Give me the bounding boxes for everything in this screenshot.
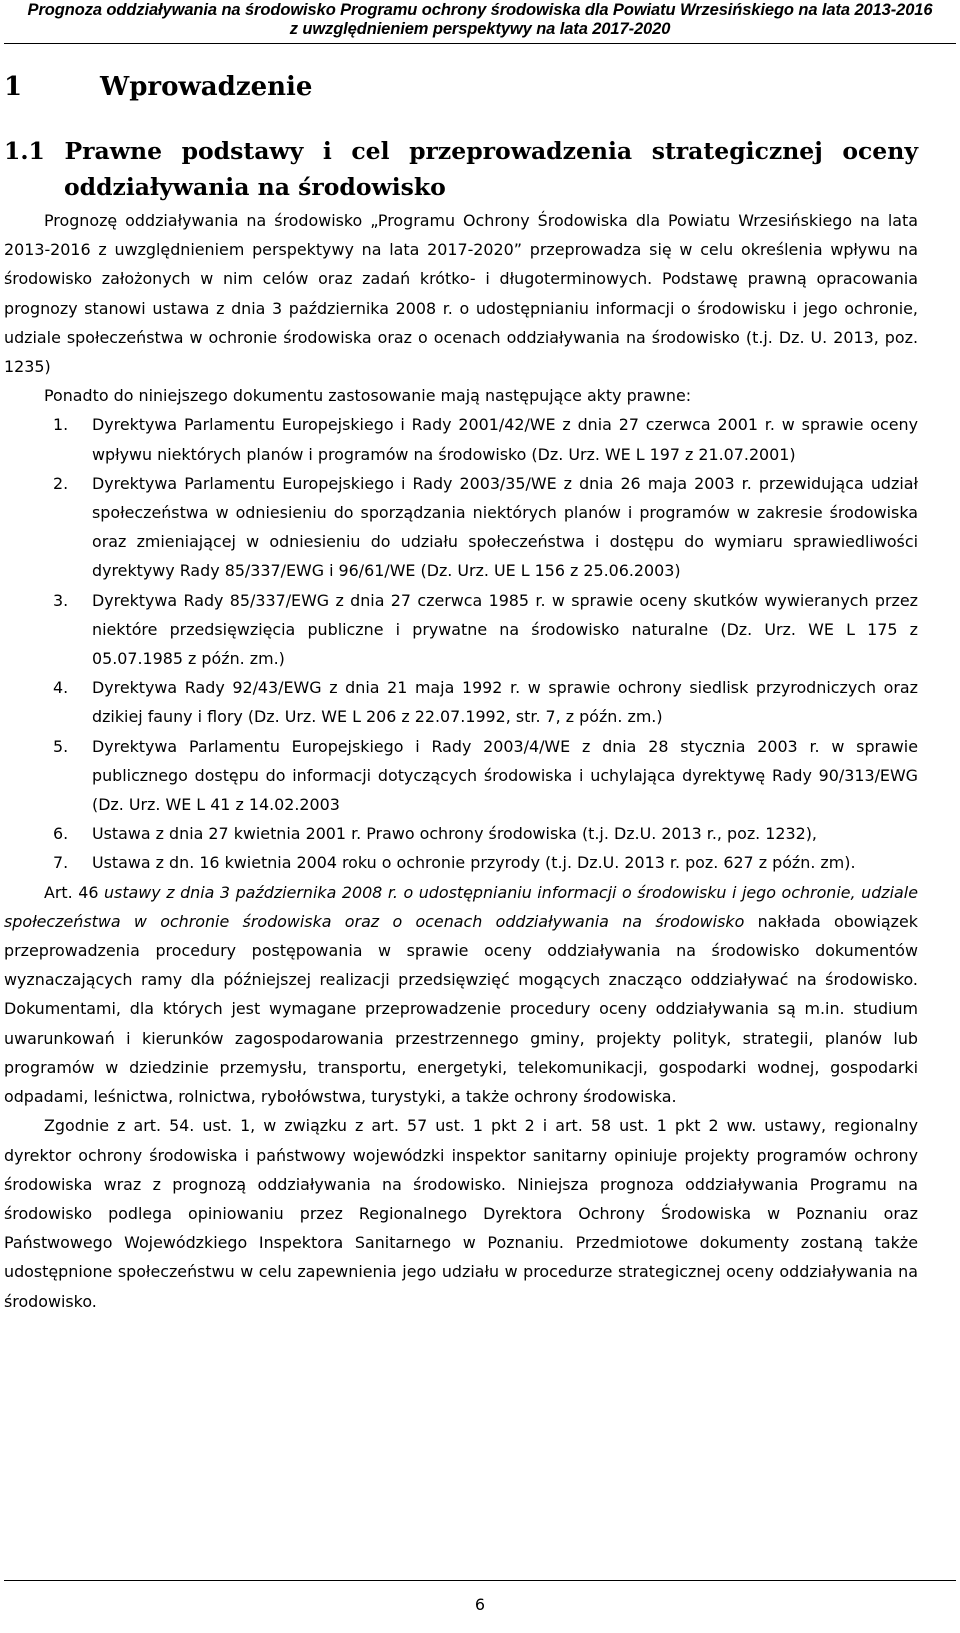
list-item [4, 469, 918, 586]
list-item-text: Ustawa z dnia 27 kwietnia 2001 r. Prawo ochrony środowiska (t.j. Dz.U. 2013 r., poz. 1232), [92, 824, 817, 844]
section-heading [4, 133, 918, 205]
section-title-line-2: oddziaływania na środowisko [64, 173, 446, 201]
list-item-number: 2. [53, 473, 69, 493]
document-body [4, 206, 918, 1316]
list-item-text: Dyrektywa Parlamentu Europejskiego i Rady 2003/35/WE z dnia 26 maja 2003 r. przewidująca udział społeczeństwa w odniesieniu do sporządzania niektórych planów i programów w zakresie środowiska oraz zmieniającej w odniesieniu do udziału społeczeństwa i dostępu do wymiaru sprawiedliwości dyrektywy Rady 85/337/EWG i 96/61/WE (Dz. Urz. UE L 156 z 25.06.2003) [92, 473, 918, 581]
running-header [0, 0, 960, 40]
list-item [4, 586, 918, 674]
art-46-prefix: Art. 46 [44, 882, 104, 902]
list-item-number: 5. [53, 736, 69, 756]
paragraph-opinion-procedure: Zgodnie z art. 54. ust. 1, w związku z art. 57 ust. 1 pkt 2 i art. 58 ust. 1 pkt 2 ww. ustawy, regionalny dyrektor ochrony środowiska i państwowy wojewódzki inspektor sanitarny opiniuje projekty programów ochrony środowiska wraz z prognozą oddziaływania na środowisko. Niniejsza prognoza oddziaływania Programu na środowisko podlega opiniowaniu przez Regionalnego Dyrektora Ochrony Środowiska w Poznaniu oraz Państwowego Wojewódzkiego Inspektora Sanitarnego w Poznaniu. Przedmiotowe dokumenty zostaną także udostępnione społeczeństwu w celu zapewnienia jego udziału w procedurze strategicznej oceny oddziaływania na środowisko. [4, 1116, 918, 1311]
paragraph-intro: Prognozę oddziaływania na środowisko „Programu Ochrony Środowiska dla Powiatu Wrzesińskiego na lata 2013-2016 z uwzględnieniem perspektywy na lata 2017-2020” przeprowadza się w celu określenia wpływu na środowisko założonych w nim celów oraz zadań krótko- i długoterminowych. Podstawę prawną opracowania prognozy stanowi ustawa z dnia 3 października 2008 r. o udostępnianiu informacji o środowisku i jego ochronie, udziale społeczeństwa w ochronie środowiska oraz o ocenach oddziaływania na środowisko (t.j. Dz. U. 2013, poz. 1235) [4, 211, 918, 377]
list-item-number: 1. [53, 415, 69, 435]
chapter-number: 1 [4, 72, 23, 102]
list-item-number: 4. [53, 678, 69, 698]
list-item-number: 6. [53, 824, 69, 844]
list-item [4, 819, 918, 848]
list-item-text: Dyrektywa Rady 85/337/EWG z dnia 27 czerwca 1985 r. w sprawie oceny skutków wywieranych przez niektóre przedsięwzięcia publiczne i prywatne na środowisko naturalne (Dz. Urz. WE L 175 z 05.07.1985 z późn. zm.) [92, 590, 918, 669]
list-item [4, 673, 918, 731]
list-item-number: 7. [53, 853, 69, 873]
header-divider [4, 43, 956, 44]
list-item-text: Ustawa z dn. 16 kwietnia 2004 roku o ochronie przyrody (t.j. Dz.U. 2013 r. poz. 627 z późn. zm). [92, 853, 856, 873]
paragraph-acts-intro: Ponadto do niniejszego dokumentu zastosowanie mają następujące akty prawne: [44, 386, 692, 406]
page-number: 6 [474, 1595, 486, 1614]
list-item-text: Dyrektywa Parlamentu Europejskiego i Rady 2001/42/WE z dnia 27 czerwca 2001 r. w sprawie oceny wpływu niektórych planów i programów na środowisko (Dz. Urz. WE L 197 z 21.07.2001) [92, 415, 918, 464]
running-header-line-1: Prognoza oddziaływania na środowisko Programu ochrony środowiska dla Powiatu Wrzesińskiego na lata 2013-2016 [27, 1, 933, 19]
art-46-statute-title: ustawy z dnia 3 października 2008 r. o udostępnianiu informacji o środowisku i jego ochronie, udziale społeczeństwa w ochronie środowiska oraz o ocenach oddziaływania na środowisko [4, 882, 918, 931]
art-46-text: nakłada obowiązek przeprowadzenia procedury postępowania w sprawie oceny oddziaływania na środowisko dokumentów wyznaczających ramy dla późniejszej realizacji przedsięwzięć mogących znacząco oddziaływać na środowisko. Dokumentami, dla których jest wymagane przeprowadzenie procedury oceny oddziaływania są m.in. studium uwarunkowań i kierunków zagospodarowania przestrzennego gminy, projekty polityk, strategii, planów lub programów w dziedzinie przemysłu, transportu, energetyki, telekomunikacji, gospodarki wodnej, gospodarki odpadami, leśnictwa, rolnictwa, rybołówstwa, turystyki, a także ochrony środowiska. [4, 911, 918, 1107]
paragraph-art-46 [4, 878, 918, 1112]
list-item [4, 732, 918, 820]
running-header-line-2: z uwzględnieniem perspektywy na lata 2017-2020 [289, 20, 671, 38]
chapter-title: Wprowadzenie [100, 72, 313, 102]
list-item-text: Dyrektywa Rady 92/43/EWG z dnia 21 maja 1992 r. w sprawie ochrony siedlisk przyrodniczych oraz dzikiej fauny i flory (Dz. Urz. WE L 206 z 22.07.1992, str. 7, z późn. zm.) [92, 678, 918, 727]
list-item [4, 410, 918, 468]
section-number: 1.1 [4, 137, 45, 165]
list-item-text: Dyrektywa Parlamentu Europejskiego i Rady 2003/4/WE z dnia 28 stycznia 2003 r. w sprawie publicznego dostępu do informacji dotyczących środowiska i uchylająca dyrektywę Rady 90/313/EWG (Dz. Urz. WE L 41 z 14.02.2003 [92, 736, 918, 815]
footer-divider [4, 1580, 956, 1581]
chapter-heading [4, 70, 312, 104]
list-item [4, 848, 918, 877]
section-title-line-1: Prawne podstawy i cel przeprowadzenia strategicznej oceny [64, 137, 919, 165]
legal-acts-list [4, 410, 918, 877]
list-item-number: 3. [53, 590, 69, 610]
